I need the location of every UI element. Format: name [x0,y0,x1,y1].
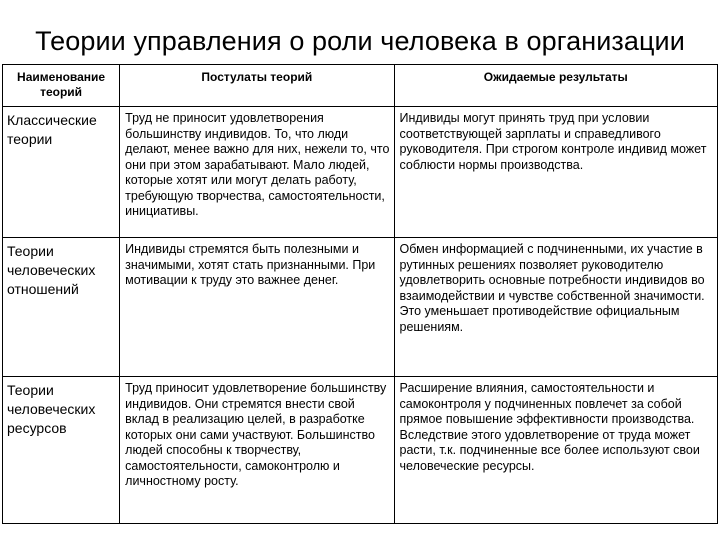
header-postulates: Постулаты теорий [120,65,394,107]
results-cell: Расширение влияния, самостоятельности и самоконтроля у подчиненных повлечет за собой прямое повышение эффективности производства. Вследствие этого удовлетворение от труда может расти, т.к. подчиненные все более используют свои человеческие ресурсы. [394,377,717,524]
page-title: Теории управления о роли человека в организации [35,26,685,56]
header-theory-name: Наименование теорий [3,65,120,107]
theory-name-cell: Теории человеческих отношений [3,238,120,377]
theory-name-cell: Теории человеческих ресурсов [3,377,120,524]
results-cell: Индивиды могут принять труд при условии соответствующей зарплаты и справедливого руководителя. При строгом контроле индивид может соблюсти нормы производства. [394,107,717,238]
table-row-human-relations [3,238,718,377]
table-header-row [3,65,718,107]
postulates-cell: Труд приносит удовлетворение большинству индивидов. Они стремятся внести свой вклад в реализацию целей, в разработке которых они сами участвуют. Большинство людей способны к творчеству, самостоятельности, самоконтролю и личностному росту. [120,377,394,524]
postulates-cell: Труд не приносит удовлетворения большинству индивидов. То, что люди делают, менее важно для них, нежели то, что они при этом зарабатывают. Мало людей, которые хотят или могут делать работу, требующую творчества, самостоятельности, инициативы. [120,107,394,238]
header-expected-results: Ожидаемые результаты [394,65,717,107]
theories-table [2,64,718,524]
theory-name-cell: Классические теории [3,107,120,238]
postulates-cell: Индивиды стремятся быть полезными и значимыми, хотят стать признанными. При мотивации к труду это важнее денег. [120,238,394,377]
results-cell: Обмен информацией с подчиненными, их участие в рутинных решениях позволяет руководителю удовлетворить основные потребности индивидов во взаимодействии и чувстве собственной значимости. Это уменьшает противодействие официальным решениям. [394,238,717,377]
table-row-classical [3,107,718,238]
table-row-human-resources [3,377,718,524]
